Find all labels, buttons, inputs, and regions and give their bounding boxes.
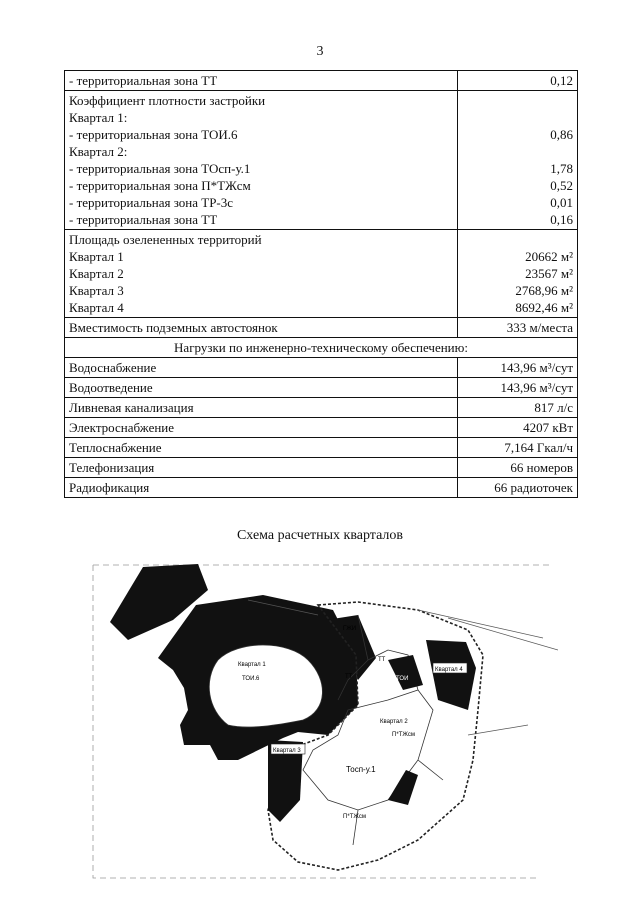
quarters-map — [88, 560, 558, 885]
table-row — [65, 318, 578, 338]
load-value: 7,164 Гкал/ч — [458, 438, 578, 458]
label-quarter-3: Квартал 3 — [273, 748, 301, 754]
green-k4-value: 8692,46 м² — [515, 300, 573, 315]
density-row — [65, 91, 578, 230]
load-label: Телефонизация — [65, 458, 458, 478]
load-label: Водоотведение — [65, 378, 458, 398]
density-ptzhsm-value: 0,52 — [550, 178, 573, 193]
kvartal2-heading: Квартал 2: — [69, 144, 128, 159]
dark-block-south — [388, 770, 418, 805]
parking-value: 333 м/места — [458, 318, 578, 338]
load-value: 143,96 м³/сут — [458, 378, 578, 398]
loads-header: Нагрузки по инженерно-техническому обеспечению: — [65, 338, 578, 358]
density-tr3s-value: 0,01 — [550, 195, 573, 210]
green-k2-label: Квартал 2 — [69, 266, 124, 281]
row-label: - территориальная зона ТТ — [65, 71, 458, 91]
page-number: 3 — [316, 44, 324, 59]
density-tt-value: 0,16 — [550, 212, 573, 227]
load-value: 66 радиоточек — [458, 478, 578, 498]
green-k1-label: Квартал 1 — [69, 249, 124, 264]
table-row — [65, 378, 578, 398]
density-tosp-value: 1,78 — [550, 161, 573, 176]
row-value: 0,12 — [458, 71, 578, 91]
dark-block-quarter-4 — [426, 640, 476, 710]
label-zone-tt-west: ТТ — [345, 674, 353, 680]
table-row — [65, 338, 578, 358]
label-zone-tosp: Тосп-у.1 — [346, 765, 376, 774]
load-label: Электроснабжение — [65, 418, 458, 438]
load-value: 143,96 м³/сут — [458, 358, 578, 378]
label-zone-ptzhsm-top: П*ТЖсм — [392, 732, 416, 738]
parameters-table — [64, 70, 578, 498]
kvartal1-heading: Квартал 1: — [69, 110, 128, 125]
dark-block-center — [388, 655, 423, 690]
table-row — [65, 438, 578, 458]
density-tr3s-label: - территориальная зона ТР-3с — [69, 195, 234, 210]
load-value: 66 номеров — [458, 458, 578, 478]
table-row — [65, 398, 578, 418]
label-zone-toi: ТОИ — [396, 676, 409, 682]
load-value: 4207 кВт — [458, 418, 578, 438]
density-toi6-value: 0,86 — [550, 127, 573, 142]
label-quarter-1: Квартал 1 — [238, 662, 266, 668]
green-title: Площадь озелененных территорий — [69, 232, 262, 247]
green-k3-label: Квартал 3 — [69, 283, 124, 298]
green-k1-value: 20662 м² — [525, 249, 573, 264]
density-toi6-label: - территориальная зона ТОИ.6 — [69, 127, 238, 142]
schema-title: Схема расчетных кварталов — [236, 528, 404, 543]
density-tt-label: - территориальная зона ТТ — [69, 212, 218, 227]
table-row — [65, 71, 578, 91]
green-k2-value: 23567 м² — [525, 266, 573, 281]
green-k4-label: Квартал 4 — [69, 300, 124, 315]
label-zone-toi6: ТОИ.6 — [242, 676, 260, 682]
label-zone-tt-north: ТТ — [378, 657, 386, 663]
table-row — [65, 478, 578, 498]
load-label: Ливневая канализация — [65, 398, 458, 418]
load-label: Радиофикация — [65, 478, 458, 498]
label-quarter-4: Квартал 4 — [435, 667, 463, 673]
label-zone-ptzhsm-bottom: П*ТЖсм — [343, 814, 367, 820]
quarter-1-boundary — [209, 645, 322, 727]
parking-label: Вместимость подземных автостоянок — [65, 318, 458, 338]
green-row — [65, 230, 578, 318]
green-k3-value: 2768,96 м² — [515, 283, 573, 298]
label-zone-gzhi: ГЖИ — [343, 626, 357, 632]
density-title: Коэффициент плотности застройки — [69, 93, 266, 108]
label-quarter-2: Квартал 2 — [380, 719, 408, 725]
density-ptzhsm-label: - территориальная зона П*ТЖсм — [69, 178, 251, 193]
table-row — [65, 458, 578, 478]
load-value: 817 л/с — [458, 398, 578, 418]
density-tosp-label: - территориальная зона ТОсп-у.1 — [69, 161, 251, 176]
load-label: Теплоснабжение — [65, 438, 458, 458]
table-row — [65, 418, 578, 438]
load-label: Водоснабжение — [65, 358, 458, 378]
table-row — [65, 358, 578, 378]
